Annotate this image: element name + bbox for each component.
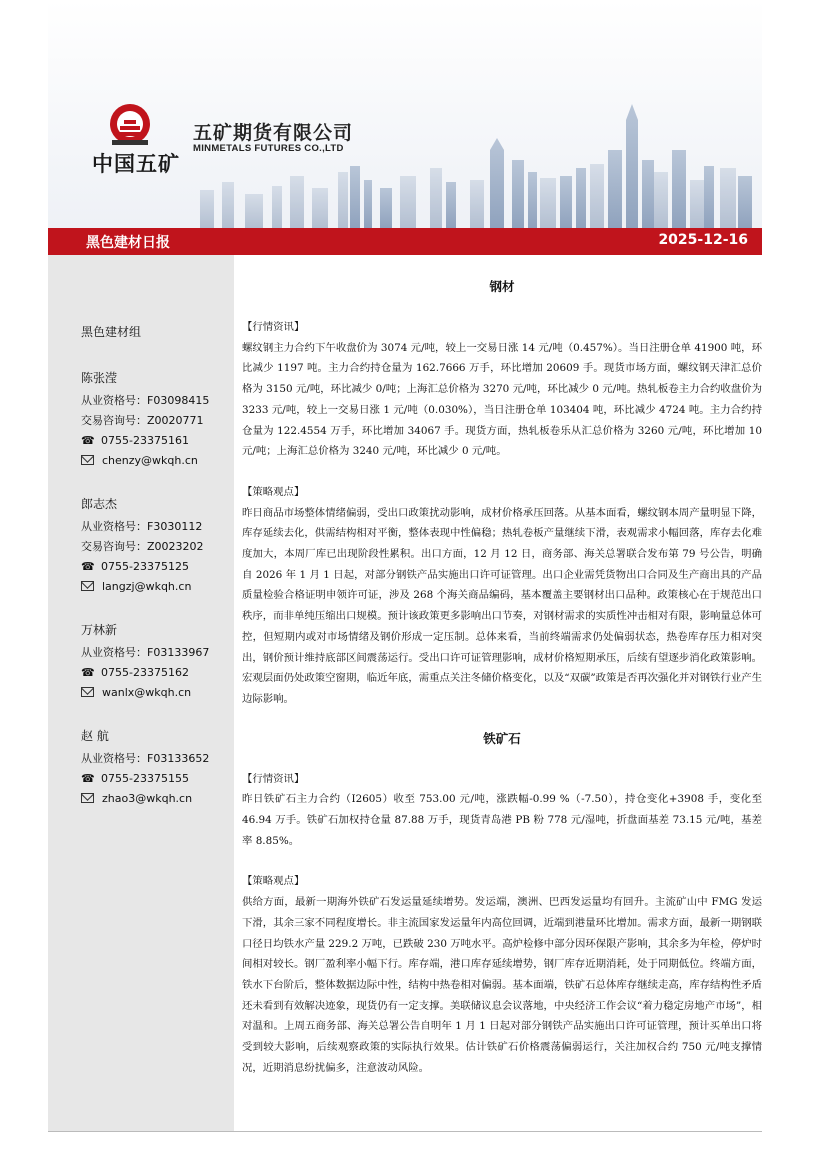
analyst-card (81, 495, 209, 597)
block-paragraph: 螺纹钢主力合约下午收盘价为 3074 元/吨，较上一交易日涨 14 元/吨（0.457%）。当日注册仓单 41900 吨，环比减少 1197 吨。主力合约持仓量为 162.7666 万手，环比增加 20609 手。现货市场方面，螺纹钢天津汇总价格为 3150 元/吨，环比减少 0/吨；上海汇总价格为 3270 元/吨，环比减少 0 元/吨。热轧板卷主力合约收盘价为 3233 元/吨，较上一交易日涨 1 元/吨（0.030%），当日注册仓单 103404 吨，环比减少 4724 吨。主力合约持仓量为 122.4554 万手，环比增加 34067 手。现货方面，热轧板卷乐从汇总价格为 3260 元/吨，环比增加 10 元/吨；上海汇总价格为 3240 元/吨，环比减少 0 元/吨。 (242, 341, 762, 458)
block-label: 【策略观点】 (242, 485, 305, 498)
analyst-detail-text: chenzy@wkqh.cn (102, 454, 198, 467)
analyst-phone (81, 663, 209, 683)
analyst-name: 陈张滢 (81, 371, 118, 385)
analyst-card (81, 369, 209, 471)
block-paragraph: 供给方面，最新一期海外铁矿石发运量延续增势。发运端，澳洲、巴西发运量均有回升。主流矿山中 FMG 发运下滑，其余三家不同程度增长。非主流国家发运量年内高位回调，近端到港量环比增加。需求方面，最新一期钢联口径日均铁水产量 229.2 万吨，已跌破 230 万吨水平。高炉检修中部分因环保限产影响，其余多为年检，停炉时间相对较长。钢厂盈利率小幅下行。库存端，港口库存延续增势，钢厂库存近期消耗，处于同期低位。终端方面，铁水下台阶后，整体数据边际中性，结构中热卷相对偏弱。基本面端，铁矿石总体库存继续走高，库存结构性矛盾还未看到有效解决迹象，现货仍有一定支撑。美联储议息会议落地，中央经济工作会议“着力稳定房地产市场”，相对温和。上周五商务部、海关总署公告自明年 1 月 1 日起对部分钢铁产品实施出口许可证管理，预计买单出口将受到较大影响，后续观察政策的实际执行效果。估计铁矿石价格震荡偏弱运行，关注加权合约 750 元/吨支撑情况，近期消息纷扰偏多，注意波动风险。 (242, 896, 762, 1074)
analyst-detail-text: zhao3@wkqh.cn (102, 792, 193, 805)
report-title-bar (48, 228, 762, 255)
company-name-cn: 五矿期货有限公司 (193, 122, 354, 144)
analyst-detail-text: 从业资格号：F3030112 (81, 520, 203, 533)
minmetals-emblem-logo (104, 102, 156, 148)
block-label: 【行情资讯】 (242, 321, 305, 333)
report-date: 2025-12-16 (658, 232, 748, 248)
analyst-phone (81, 431, 209, 451)
analyst-list (81, 323, 209, 833)
report-header (0, 0, 826, 228)
block-paragraph: 昨日商品市场整体情绪偏弱，受出口政策扰动影响，成材价格承压回落。从基本面看，螺纹钢本周产量明显下降，库存延续去化，供需结构相对平衡，整体表现中性偏稳；热轧卷板产量继续下滑，表观需求小幅回落，库存去化难度加大，本周厂库已出现阶段性累积。出口方面，12 月 12 日，商务部、海关总署联合发布第 79 号公告，明确自 2026 年 1 月 1 日起，对部分钢铁产品实施出口许可证管理。出口企业需凭货物出口合同及生产商出具的产品质量检验合格证明申领许可证，涉及 268 个海关商品编码，基本覆盖主要钢材出口品种。政策核心在于规范出口秩序，而非单纯压缩出口规模。预计该政策更多影响出口节奏，对钢材需求的实质性冲击相对有限，影响量总体可控，但短期内或对市场情绪及钢价形成一定压制。总体来看，当前终端需求仍处偏弱状态，热卷库存压力相对突出，钢价预计维持底部区间震荡运行。受出口许可证管理影响，成材价格短期承压，后续有望逐步消化政策影响。宏观层面仍处政策空窗期，临近年底，需重点关注冬储价格变化，以及“双碳”政策是否再次强化并对钢铁行业产生边际影响。 (242, 506, 762, 705)
phone-icon: ☎ (81, 666, 95, 679)
analyst-email (81, 789, 209, 809)
analyst-sidebar (48, 255, 234, 1131)
analyst-license (81, 517, 209, 537)
analyst-email (81, 577, 209, 597)
analyst-detail-text: langzj@wkqh.cn (102, 580, 192, 593)
analyst-detail-text: 从业资格号：F03133967 (81, 646, 210, 659)
team-name: 黑色建材组 (81, 325, 142, 339)
analyst-detail-text: 从业资格号：F03133652 (81, 752, 210, 765)
analyst-license (81, 537, 209, 557)
analyst-card (81, 727, 209, 809)
section-title: 钢材 (489, 279, 515, 294)
phone-icon: ☎ (81, 434, 95, 447)
analyst-detail-text: 交易咨询号：Z0023202 (81, 540, 204, 553)
analyst-detail-text: wanlx@wkqh.cn (102, 686, 192, 699)
report-section (242, 277, 762, 710)
analyst-email (81, 683, 209, 703)
phone-icon: ☎ (81, 560, 95, 573)
analyst-license (81, 643, 209, 663)
block-paragraph: 昨日铁矿石主力合约（I2605）收至 753.00 元/吨，涨跌幅-0.99 %（-7.50），持仓变化+3908 手，变化至 46.94 万手。铁矿石加权持仓量 87.88 万手，现货青岛港 PB 粉 778 元/湿吨，折盘面基差 73.15 元/吨，基差率 8.85%。 (242, 793, 762, 847)
email-icon (81, 581, 94, 591)
analyst-card (81, 621, 209, 703)
analyst-detail-text: 0755-23375155 (101, 772, 189, 785)
analyst-license (81, 749, 209, 769)
block-label: 【策略观点】 (242, 875, 305, 888)
analyst-license (81, 391, 209, 411)
analyst-detail-text: 0755-23375125 (101, 560, 189, 573)
analyst-detail-text: 从业资格号：F03098415 (81, 394, 210, 407)
report-body (242, 255, 762, 1079)
block-label: 【行情资讯】 (242, 772, 305, 785)
section-title: 铁矿石 (483, 730, 521, 746)
phone-icon: ☎ (81, 772, 95, 785)
analyst-detail-text: 0755-23375161 (101, 434, 189, 447)
analyst-name: 万林新 (81, 623, 118, 637)
analyst-email (81, 451, 209, 471)
report-title: 黑色建材日报 (86, 235, 170, 251)
analyst-license (81, 411, 209, 431)
email-icon (81, 687, 94, 697)
analyst-name: 赵 航 (81, 729, 109, 743)
page-divider (48, 1131, 762, 1132)
email-icon (81, 793, 94, 803)
email-icon (81, 455, 94, 465)
analyst-detail-text: 交易咨询号：Z0020771 (81, 414, 204, 427)
analyst-phone (81, 557, 209, 577)
analyst-name: 郎志杰 (81, 497, 118, 511)
analyst-phone (81, 769, 209, 789)
brand-wordmark: 中国五矿 (92, 152, 180, 176)
report-section (242, 729, 762, 1079)
analyst-detail-text: 0755-23375162 (101, 666, 189, 679)
company-name-en: MINMETALS FUTURES CO.,LTD (193, 143, 344, 154)
